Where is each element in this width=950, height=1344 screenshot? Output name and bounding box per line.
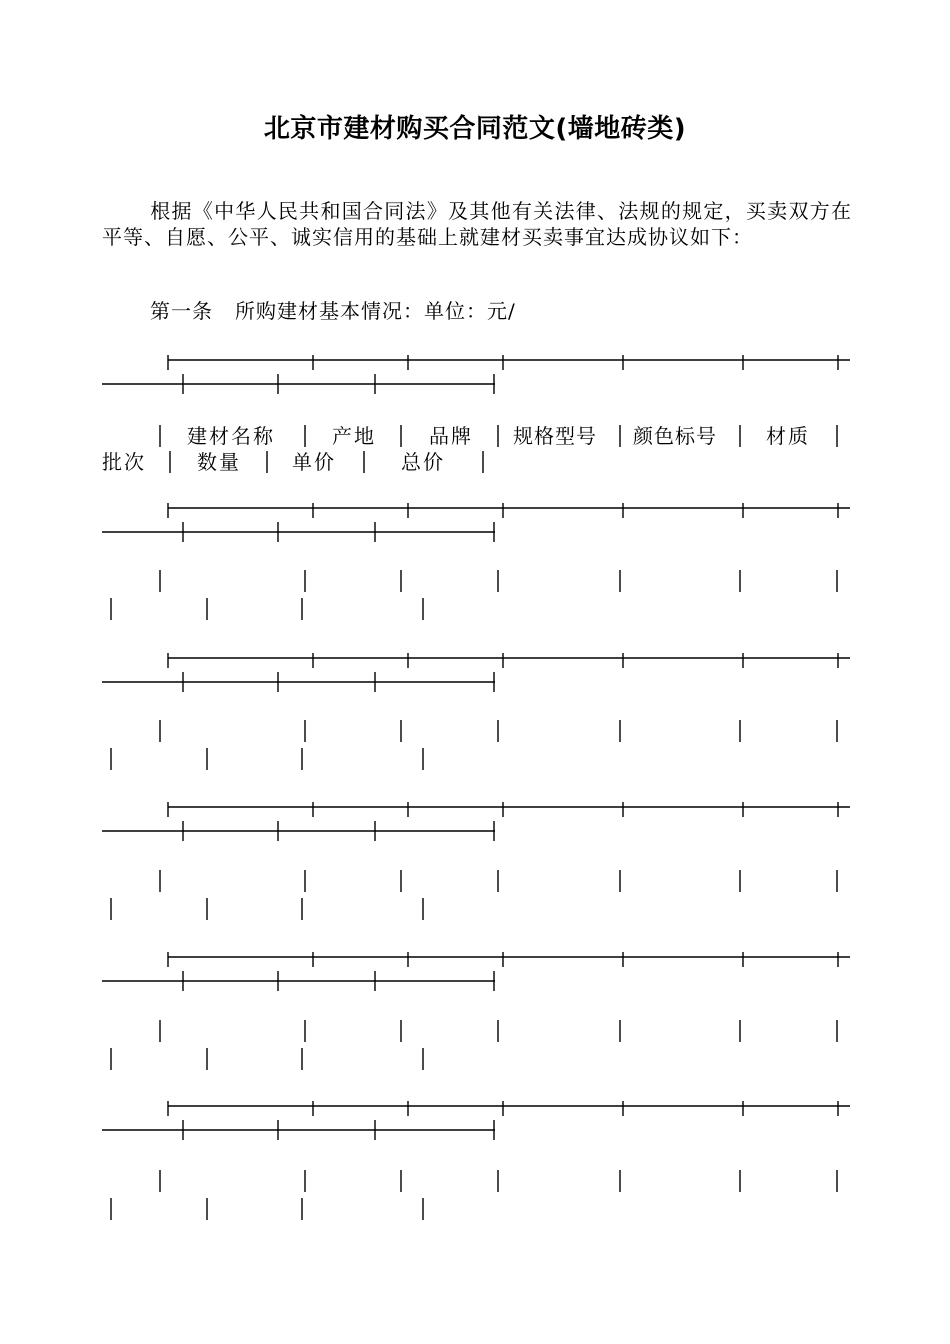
table-header-quantity: 数量 [197,450,241,474]
article-1-label: 第一条 [150,299,213,323]
table-header-batch: 批次 [102,450,146,474]
page-title: 北京市建材购买合同范文(墙地砖类) [263,114,687,144]
table-header-brand: 品牌 [429,424,473,448]
table-header-material: 材质 [766,424,810,448]
table-header-unit-price: 单价 [292,450,336,474]
table-header-origin: 产地 [332,424,376,448]
table-header-total: 总价 [401,450,445,474]
table-header-color: 颜色标号 [633,424,717,448]
article-1-text: 所购建材基本情况：单位：元/ [235,299,516,323]
table-header-spec: 规格型号 [513,424,597,448]
intro-text: 根据《中华人民共和国合同法》及其他有关法律、法规的规定，买卖双方在平等、自愿、公平、诚实信用的基础上就建材买卖事宜达成协议如下： [102,199,852,249]
table-header-name: 建材名称 [187,424,275,448]
